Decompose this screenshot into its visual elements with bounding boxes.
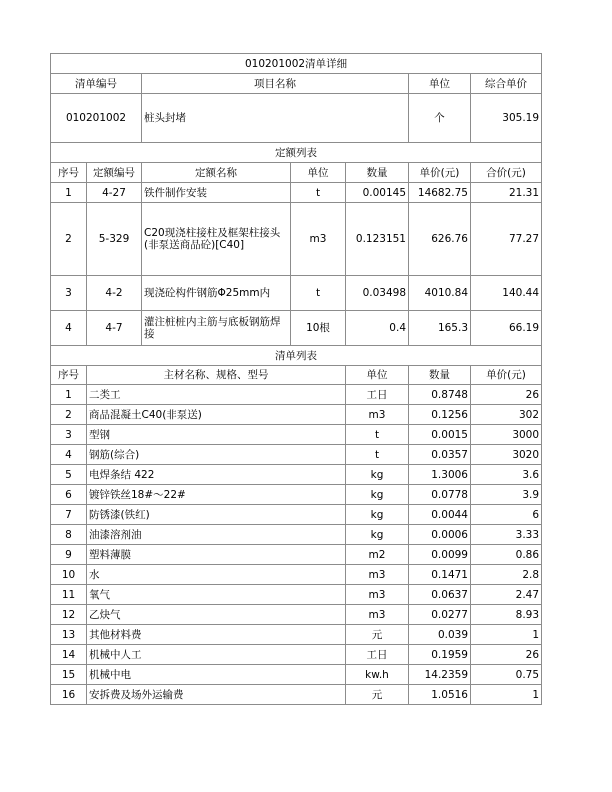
quota-code-header: 定额编号: [87, 163, 142, 183]
material-qty: 0.0006: [409, 525, 471, 545]
material-unit: t: [346, 425, 409, 445]
material-seq: 8: [51, 525, 87, 545]
material-name: 安拆费及场外运输费: [87, 685, 346, 705]
quota-name: 灌注桩桩内主筋与底板钢筋焊接: [142, 311, 291, 346]
material-name: 乙炔气: [87, 605, 346, 625]
quota-qty-header: 数量: [346, 163, 409, 183]
quota-unit-header: 单位: [291, 163, 346, 183]
quota-name: 现浇砼构件钢筋Φ25mm内: [142, 276, 291, 311]
material-price: 3.6: [471, 465, 542, 485]
quota-price: 165.3: [409, 311, 471, 346]
material-name: 镀锌铁丝18#～22#: [87, 485, 346, 505]
quota-unit: t: [291, 183, 346, 203]
material-unit-header: 单位: [346, 366, 409, 385]
quota-price: 14682.75: [409, 183, 471, 203]
material-qty: 0.0277: [409, 605, 471, 625]
material-seq: 6: [51, 485, 87, 505]
material-unit: kg: [346, 505, 409, 525]
material-qty: 0.1471: [409, 565, 471, 585]
material-price: 1: [471, 685, 542, 705]
material-row: [51, 565, 542, 585]
material-name: 氧气: [87, 585, 346, 605]
material-seq: 2: [51, 405, 87, 425]
material-price: 2.47: [471, 585, 542, 605]
material-row: [51, 605, 542, 625]
quota-seq: 4: [51, 311, 87, 346]
quota-price: 626.76: [409, 203, 471, 276]
quota-seq: 1: [51, 183, 87, 203]
quota-unit: t: [291, 276, 346, 311]
quota-qty: 0.123151: [346, 203, 409, 276]
material-section-row: [51, 346, 542, 366]
material-price: 0.75: [471, 665, 542, 685]
material-row: [51, 465, 542, 485]
material-name: 二类工: [87, 385, 346, 405]
quota-qty: 0.00145: [346, 183, 409, 203]
quota-header-row: [51, 163, 542, 183]
quota-unit: m3: [291, 203, 346, 276]
material-unit: 元: [346, 625, 409, 645]
material-seq-header: 序号: [51, 366, 87, 385]
quota-row: [51, 183, 542, 203]
material-row: [51, 585, 542, 605]
material-row: [51, 685, 542, 705]
material-row: [51, 665, 542, 685]
material-qty: 14.2359: [409, 665, 471, 685]
quota-price: 4010.84: [409, 276, 471, 311]
material-seq: 10: [51, 565, 87, 585]
material-qty: 0.0778: [409, 485, 471, 505]
quota-code: 4-27: [87, 183, 142, 203]
material-name: 塑料薄膜: [87, 545, 346, 565]
quota-total: 77.27: [471, 203, 542, 276]
material-price: 26: [471, 385, 542, 405]
bill-name-header: 项目名称: [142, 74, 409, 94]
material-row: [51, 545, 542, 565]
material-row: [51, 385, 542, 405]
material-qty: 1.0516: [409, 685, 471, 705]
quota-name: C20现浇柱接柱及框架柱接头(非泵送商品砼)[C40]: [142, 203, 291, 276]
material-qty: 0.1256: [409, 405, 471, 425]
material-row: [51, 405, 542, 425]
bill-code: 010201002: [51, 94, 142, 143]
bill-row: [51, 94, 542, 143]
material-price: 3.9: [471, 485, 542, 505]
bill-header-row: [51, 74, 542, 94]
material-price: 2.8: [471, 565, 542, 585]
material-seq: 7: [51, 505, 87, 525]
material-name: 商品混凝土C40(非泵送): [87, 405, 346, 425]
quota-seq-header: 序号: [51, 163, 87, 183]
material-row: [51, 645, 542, 665]
material-unit: kg: [346, 465, 409, 485]
quota-total: 21.31: [471, 183, 542, 203]
material-price: 8.93: [471, 605, 542, 625]
material-unit: 元: [346, 685, 409, 705]
material-name: 型钢: [87, 425, 346, 445]
material-unit: 工日: [346, 385, 409, 405]
material-qty: 0.8748: [409, 385, 471, 405]
material-price: 26: [471, 645, 542, 665]
material-seq: 14: [51, 645, 87, 665]
bill-unit-header: 单位: [409, 74, 471, 94]
bill-code-header: 清单编号: [51, 74, 142, 94]
quota-total: 140.44: [471, 276, 542, 311]
material-unit: m3: [346, 405, 409, 425]
title-row: [51, 54, 542, 74]
material-row: [51, 445, 542, 465]
material-row: [51, 485, 542, 505]
page-title: 010201002清单详细: [51, 54, 542, 74]
material-name: 水: [87, 565, 346, 585]
quota-total: 66.19: [471, 311, 542, 346]
quota-qty: 0.4: [346, 311, 409, 346]
quota-row: [51, 276, 542, 311]
material-price: 1: [471, 625, 542, 645]
bill-detail-table: [50, 53, 542, 705]
material-unit: m2: [346, 545, 409, 565]
quota-unit: 10根: [291, 311, 346, 346]
material-seq: 15: [51, 665, 87, 685]
material-unit: t: [346, 445, 409, 465]
material-name: 油漆溶剂油: [87, 525, 346, 545]
material-qty: 0.0099: [409, 545, 471, 565]
quota-code: 4-2: [87, 276, 142, 311]
quota-name: 铁件制作安装: [142, 183, 291, 203]
material-seq: 16: [51, 685, 87, 705]
material-qty: 0.0637: [409, 585, 471, 605]
material-price: 3000: [471, 425, 542, 445]
material-qty-header: 数量: [409, 366, 471, 385]
material-unit: m3: [346, 565, 409, 585]
material-qty: 0.0357: [409, 445, 471, 465]
material-unit: 工日: [346, 645, 409, 665]
material-price: 0.86: [471, 545, 542, 565]
material-section-title: 清单列表: [51, 346, 542, 366]
material-seq: 5: [51, 465, 87, 485]
material-seq: 12: [51, 605, 87, 625]
material-seq: 1: [51, 385, 87, 405]
quota-code: 4-7: [87, 311, 142, 346]
material-unit: kg: [346, 525, 409, 545]
material-row: [51, 525, 542, 545]
material-name: 机械中电: [87, 665, 346, 685]
material-seq: 4: [51, 445, 87, 465]
material-header-row: [51, 366, 542, 385]
quota-section-row: [51, 143, 542, 163]
quota-name-header: 定额名称: [142, 163, 291, 183]
material-row: [51, 425, 542, 445]
material-qty: 0.0015: [409, 425, 471, 445]
material-name: 防锈漆(铁红): [87, 505, 346, 525]
material-seq: 3: [51, 425, 87, 445]
material-row: [51, 625, 542, 645]
quota-qty: 0.03498: [346, 276, 409, 311]
material-name: 机械中人工: [87, 645, 346, 665]
quota-total-header: 合价(元): [471, 163, 542, 183]
material-seq: 11: [51, 585, 87, 605]
material-name: 电焊条结 422: [87, 465, 346, 485]
material-price: 302: [471, 405, 542, 425]
material-price-header: 单价(元): [471, 366, 542, 385]
quota-code: 5-329: [87, 203, 142, 276]
material-price: 3020: [471, 445, 542, 465]
bill-unit: 个: [409, 94, 471, 143]
material-qty: 0.0044: [409, 505, 471, 525]
quota-seq: 2: [51, 203, 87, 276]
bill-unit-price: 305.19: [471, 94, 542, 143]
material-name: 钢筋(综合): [87, 445, 346, 465]
material-seq: 9: [51, 545, 87, 565]
bill-unit-price-header: 综合单价: [471, 74, 542, 94]
quota-row: [51, 311, 542, 346]
material-unit: kw.h: [346, 665, 409, 685]
material-name-header: 主材名称、规格、型号: [87, 366, 346, 385]
material-row: [51, 505, 542, 525]
material-qty: 1.3006: [409, 465, 471, 485]
material-unit: m3: [346, 605, 409, 625]
material-unit: kg: [346, 485, 409, 505]
material-price: 6: [471, 505, 542, 525]
material-qty: 0.1959: [409, 645, 471, 665]
material-seq: 13: [51, 625, 87, 645]
material-unit: m3: [346, 585, 409, 605]
material-name: 其他材料费: [87, 625, 346, 645]
quota-seq: 3: [51, 276, 87, 311]
bill-name: 桩头封堵: [142, 94, 409, 143]
quota-section-title: 定额列表: [51, 143, 542, 163]
quota-price-header: 单价(元): [409, 163, 471, 183]
material-qty: 0.039: [409, 625, 471, 645]
material-price: 3.33: [471, 525, 542, 545]
quota-row: [51, 203, 542, 276]
